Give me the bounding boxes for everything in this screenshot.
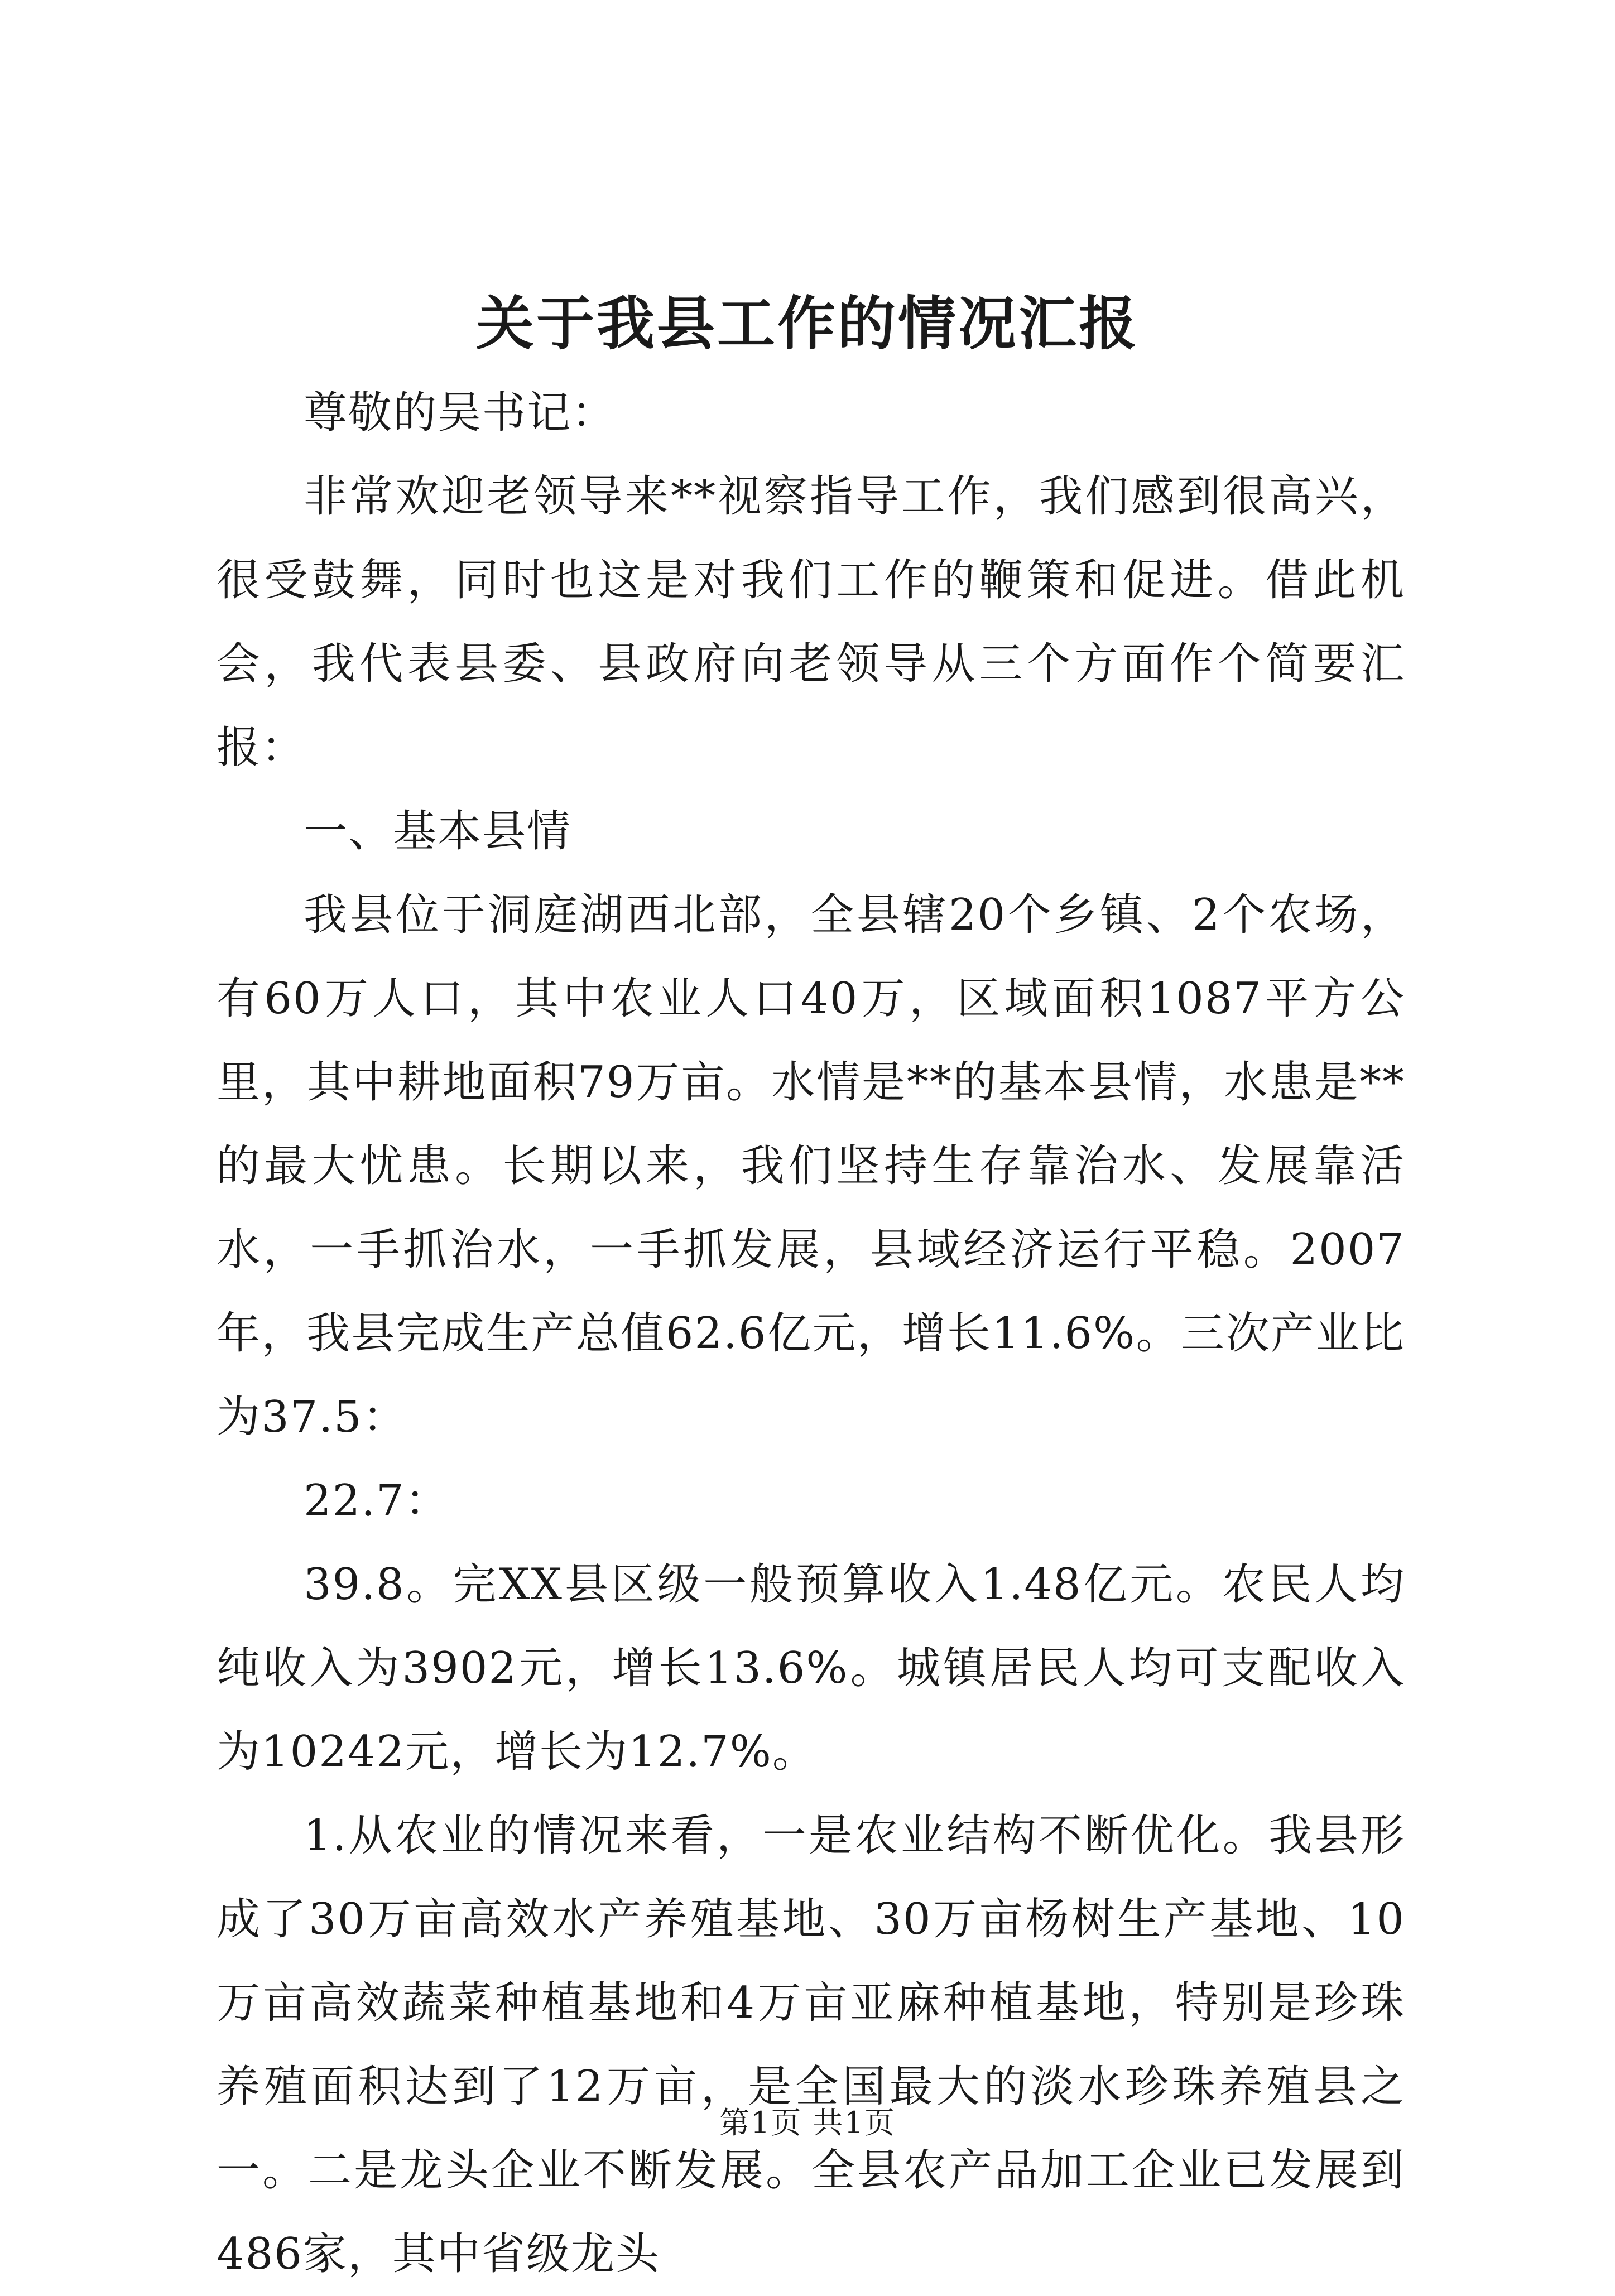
section-heading: 一、基本县情	[304, 806, 572, 856]
document-body	[217, 371, 1405, 2296]
paragraph-revenue: 39.8。完XX县区级一般预算收入1.48亿元。农民人均纯收入为3902元，增长13.6%。城镇居民人均可支配收入为10242元，增长为12.7%。	[217, 1559, 1405, 1777]
paragraph-salutation: 尊敬的吴书记：	[304, 388, 617, 438]
paragraph-intro: 非常欢迎老领导来**视察指导工作，我们感到很高兴，很受鼓舞，同时也这是对我们工作的鞭策和促进。借此机会，我代表县委、县政府向老领导从三个方面作个简要汇报：	[217, 471, 1405, 773]
paragraph-county-overview: 我县位于洞庭湖西北部，全县辖20个乡镇、2个农场，有60万人口，其中农业人口40万，区域面积1087平方公里，其中耕地面积79万亩。水情是**的基本县情，水患是**的最大忧患。长期以来，我们坚持生存靠治水、发展靠活水，一手抓治水，一手抓发展，县域经济运行平稳。2007年，我县完成生产总值62.6亿元，增长11.6%。三次产业比为37.5：	[217, 890, 1405, 1442]
page-footer: 第1页 共1页	[719, 2105, 896, 2140]
paragraph-agriculture: 1.从农业的情况来看，一是农业结构不断优化。我县形成了30万亩高效水产养殖基地、30万亩杨树生产基地、10万亩高效蔬菜种植基地和4万亩亚麻种植基地，特别是珍珠养殖面积达到了12万亩，是全国最大的淡水珍珠养殖县之一。二是龙头企业不断发展。全县农产品加工企业已发展到486家，其中省级龙头	[217, 1811, 1405, 2279]
document-title: 关于我县工作的情况汇报	[475, 289, 1139, 358]
paragraph-ratio: 22.7：	[304, 1476, 450, 1526]
